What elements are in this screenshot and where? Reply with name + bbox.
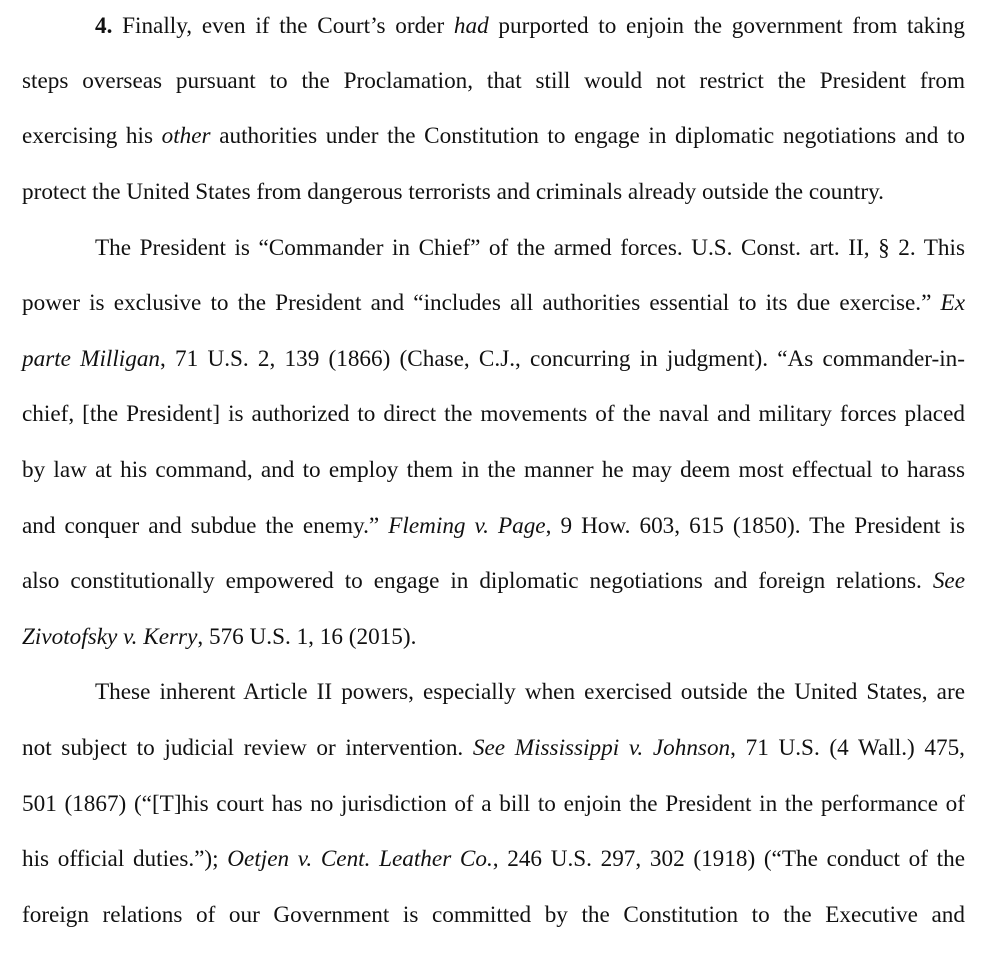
text-segment: had (453, 13, 489, 39)
text-line (22, 285, 965, 321)
text-line (95, 230, 965, 266)
text-line (95, 8, 965, 44)
text-line (22, 396, 965, 432)
text-segment: 501 (1867) (“[T]his court has no jurisdiction of a bill to enjoin the President in the performance of (22, 791, 965, 817)
text-segment: 4. (95, 13, 113, 39)
text-line (22, 508, 965, 544)
text-segment: protect the United States from dangerous terrorists and criminals already outside the country. (22, 179, 884, 205)
text-segment: , 246 U.S. 297, 302 (1918) (“The conduct of the (492, 846, 965, 872)
text-line (95, 674, 965, 710)
text-segment: Ex (940, 290, 965, 316)
text-segment: not subject to judicial review or intervention. (22, 735, 473, 761)
text-segment: purported to enjoin the government from taking (488, 13, 965, 39)
text-segment: exercising his (22, 123, 162, 149)
text-segment: parte Milligan (22, 346, 161, 372)
text-segment: power is exclusive to the President and “includes all authorities essential to its due exercise.” (22, 290, 941, 316)
text-segment: Fleming v. Page (388, 513, 546, 539)
text-segment: Oetjen v. Cent. Leather Co. (227, 846, 493, 872)
text-segment: steps overseas pursuant to the Proclamation, that still would not restrict the President from (22, 68, 965, 94)
text-segment: by law at his command, and to employ them in the manner he may deem most effectual to harass (22, 457, 965, 483)
text-segment: The President is “Commander in Chief” of the armed forces. U.S. Const. art. II, § 2. This (95, 235, 965, 261)
text-segment: See Mississippi v. Johnson (472, 735, 731, 761)
text-line (22, 841, 965, 877)
text-line (22, 730, 965, 766)
text-segment: chief, [the President] is authorized to direct the movements of the naval and military forces placed (22, 401, 965, 427)
text-line (22, 619, 965, 655)
text-segment: his official duties.”); (22, 846, 228, 872)
text-segment: , 9 How. 603, 615 (1850). The President is (545, 513, 965, 539)
text-segment: , 71 U.S. (4 Wall.) 475, (730, 735, 965, 761)
text-line (22, 341, 965, 377)
text-segment: Zivotofsky v. Kerry (22, 624, 198, 650)
text-line (22, 63, 965, 99)
text-segment: foreign relations of our Government is committed by the Constitution to the Executive and (22, 902, 965, 928)
text-segment: other (161, 123, 211, 149)
text-segment: These inherent Article II powers, especially when exercised outside the United States, are (95, 679, 965, 705)
text-line (22, 563, 965, 599)
text-segment: authorities under the Constitution to engage in diplomatic negotiations and to (210, 123, 965, 149)
text-line (22, 452, 965, 488)
text-segment: , 71 U.S. 2, 139 (1866) (Chase, C.J., concurring in judgment). “As commander-in- (160, 346, 965, 372)
text-line (22, 786, 965, 822)
text-segment: See (932, 568, 965, 594)
text-segment: and conquer and subdue the enemy.” (22, 513, 389, 539)
text-segment: also constitutionally empowered to engage in diplomatic negotiations and foreign relations. (22, 568, 933, 594)
text-line (22, 897, 965, 933)
text-line (22, 174, 965, 210)
text-line (22, 118, 965, 154)
text-segment: Finally, even if the Court’s order (112, 13, 454, 39)
text-segment: , 576 U.S. 1, 16 (2015). (197, 624, 417, 650)
